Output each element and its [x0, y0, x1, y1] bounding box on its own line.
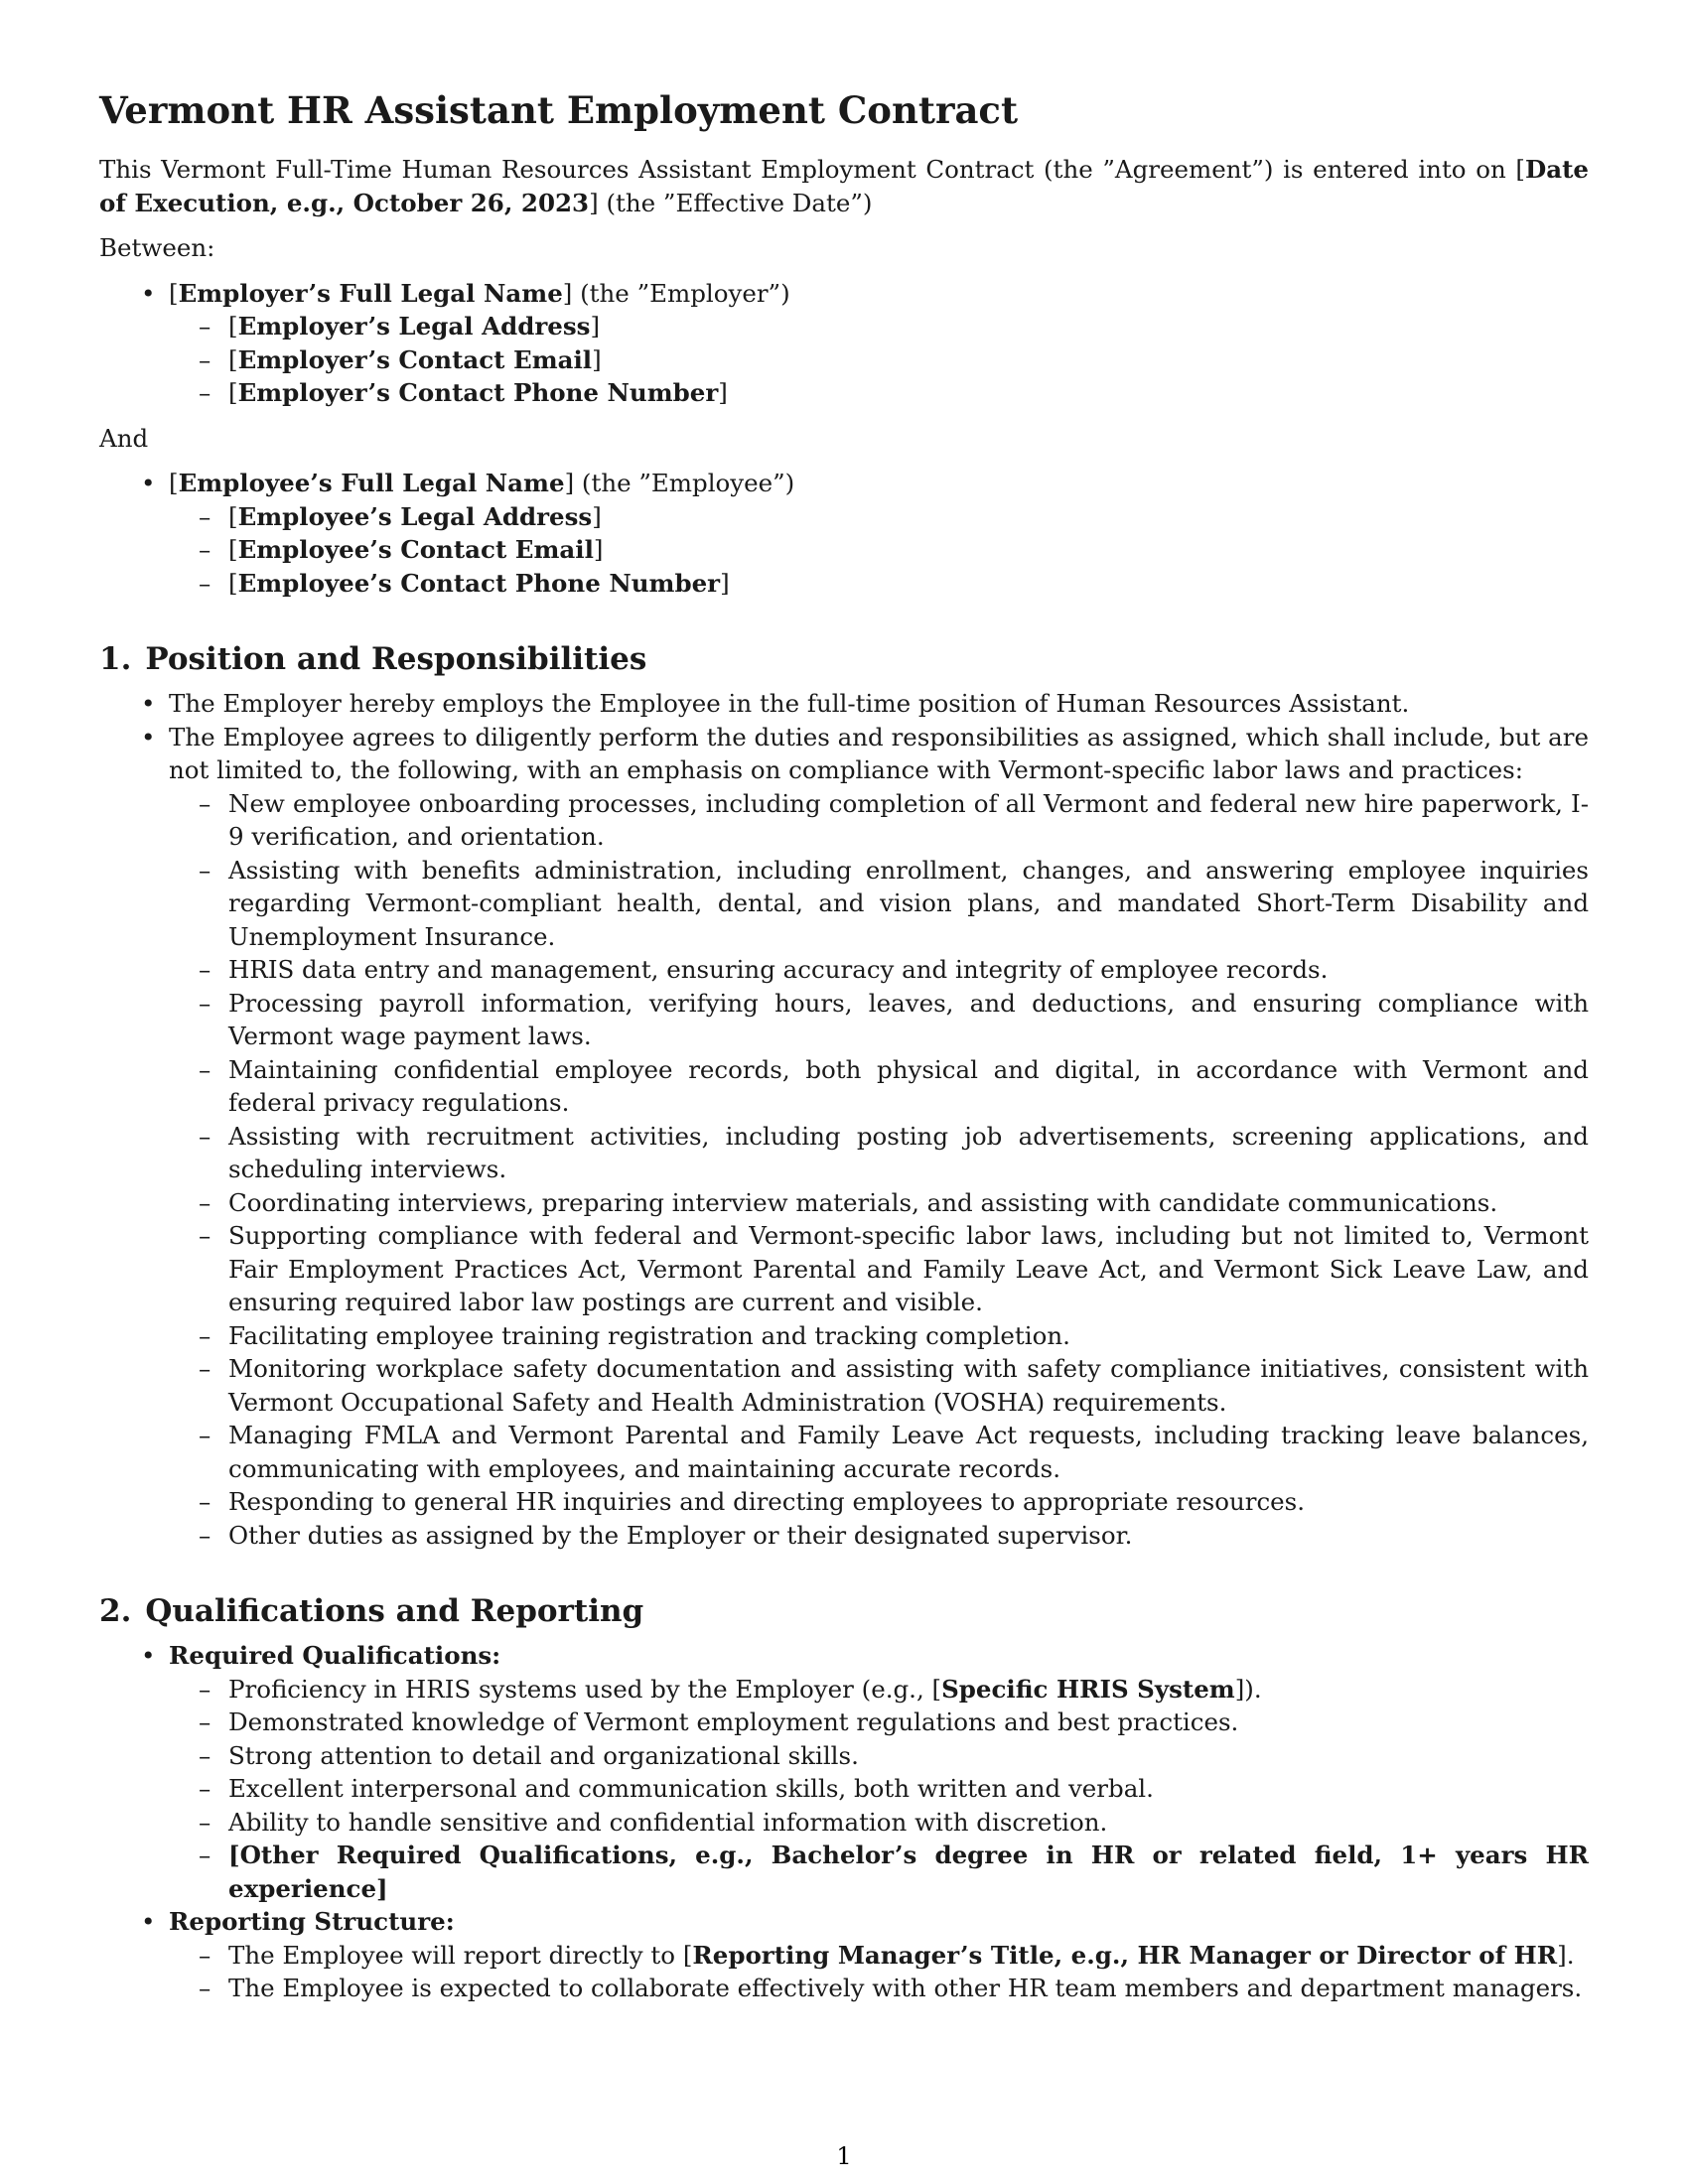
duty-item: – Other duties as assigned by the Employer or their designated supervisor.	[228, 1519, 1589, 1553]
reporting-list	[169, 1939, 1589, 2005]
required-qualifications	[169, 1639, 1589, 1905]
required-qualifications-label: Required Qualifications:	[169, 1641, 501, 1670]
employee-role: ] (the ”Employee”)	[564, 469, 795, 497]
document-title: Vermont HR Assistant Employment Contract	[99, 88, 1019, 132]
employee-list	[99, 467, 1589, 600]
other-qualifications-placeholder: Other Required Qualifications, e.g., Bachelor’s degree in HR or related field, 1+ years HR experience	[228, 1841, 1589, 1903]
employer-address: Employer’s Legal Address	[237, 312, 591, 341]
qualification-item-hris	[228, 1673, 1589, 1706]
employee-name: Employee’s Full Legal Name	[178, 469, 565, 497]
qualification-item: – Strong attention to detail and organizational skills.	[228, 1739, 1589, 1773]
section-1-bullet-1: • The Employer hereby employs the Employee in the full-time position of Human Resources Assistant.	[169, 687, 1589, 721]
duty-item: – Monitoring workplace safety documentation and assisting with safety compliance initiatives, consistent with Vermont Occupational Safety and Health Administration (VOSHA) requirements.	[228, 1352, 1589, 1419]
duty-item: – Supporting compliance with federal and Vermont-specific labor laws, including but not limited to, Vermont Fair Employment Practices Act, Vermont Parental and Family Leave Act, and Vermont Sick Leave Law, and ensuring required labor law postings are current and visible.	[228, 1219, 1589, 1319]
section-2-heading	[99, 1591, 1589, 1631]
duty-item: – Processing payroll information, verifying hours, leaves, and deductions, and ensuring compliance with Vermont wage payment laws.	[228, 987, 1589, 1053]
employee-address: Employee’s Legal Address	[237, 501, 593, 531]
reporting-item	[228, 1939, 1589, 1973]
duty-item: – New employee onboarding processes, including completion of all Vermont and federal new hire paperwork, I-9 verification, and orientation.	[228, 787, 1589, 854]
employer-item: • [Employer’s Full Legal Name] (the ”Employer”) – [Employer’s Legal Address] – [Employer’s Contact Email] – [Employer’s Contact Phone Number]	[169, 277, 1589, 410]
duty-item: – Managing FMLA and Vermont Parental and Family Leave Act requests, including tracking leave balances, communicating with employees, and maintaining accurate records.	[228, 1419, 1589, 1485]
employee-email-item: – [Employee’s Contact Email]	[228, 533, 1589, 567]
duty-item: – Coordinating interviews, preparing interview materials, and assisting with candidate communications.	[228, 1186, 1589, 1220]
section-2-title: Qualifications and Reporting	[145, 1593, 644, 1629]
duty-item: – Facilitating employee training registration and tracking completion.	[228, 1319, 1589, 1353]
section-1-bullet-2-text: The Employee agrees to diligently perform the duties and responsibilities as assigned, which shall include, but are not limited to, the following, with an emphasis on compliance with Vermont-specific labor laws and practices:	[169, 722, 1589, 784]
employer-phone: Employer’s Contact Phone Number	[237, 378, 719, 407]
collaboration-item: – The Employee is expected to collaborate effectively with other HR team members and department managers.	[228, 1972, 1589, 2005]
duty-item: – Assisting with benefits administration, including enrollment, changes, and answering employee inquiries regarding Vermont-compliant health, dental, and vision plans, and mandated Short-Term Disability and Unemployment Insurance.	[228, 854, 1589, 954]
qualification-item: – Excellent interpersonal and communication skills, both written and verbal.	[228, 1772, 1589, 1806]
hris-suffix: ]).	[1234, 1674, 1262, 1704]
reporting-structure-label: Reporting Structure:	[169, 1907, 455, 1936]
employer-address-item: – [Employer’s Legal Address]	[228, 310, 1589, 343]
section-1-bullet-2	[169, 721, 1589, 1553]
and-label: And	[99, 423, 149, 453]
employee-email: Employee’s Contact Email	[237, 535, 594, 564]
employer-details	[169, 310, 1589, 410]
employee-phone-item: – [Employee’s Contact Phone Number]	[228, 567, 1589, 601]
reporting-manager-placeholder: Reporting Manager’s Title, e.g., HR Manager or Director of HR	[692, 1940, 1558, 1970]
employer-email: Employer’s Contact Email	[237, 344, 593, 374]
employer-email-item: – [Employer’s Contact Email]	[228, 343, 1589, 377]
date-placeholder: Date of Execution, e.g., October 26, 2023	[99, 155, 1589, 217]
employer-phone-item: – [Employer’s Contact Phone Number]	[228, 376, 1589, 410]
hris-prefix: Proficiency in HRIS systems used by the Employer (e.g., [	[228, 1674, 942, 1704]
report-prefix: The Employee will report directly to [	[228, 1940, 693, 1970]
reporting-structure	[169, 1905, 1589, 2005]
intro-paragraph	[99, 153, 1589, 219]
section-1-heading	[99, 639, 1589, 679]
employee-details	[169, 500, 1589, 601]
page-number: 1	[836, 2142, 852, 2170]
employee-phone: Employee’s Contact Phone Number	[237, 568, 721, 598]
intro-suffix: ] (the ”Effective Date”)	[589, 188, 873, 217]
qualification-item-other: – [Other Required Qualifications, e.g., Bachelor’s degree in HR or related field, 1+ years HR experience]	[228, 1839, 1589, 1905]
hris-placeholder: Specific HRIS System	[941, 1674, 1235, 1704]
employee-item: • [Employee’s Full Legal Name] (the ”Employee”) – [Employee’s Legal Address] – [Employee’s Contact Email] – [Employee’s Contact Phone Number]	[169, 467, 1589, 600]
intro-prefix: This Vermont Full-Time Human Resources Assistant Employment Contract (the ”Agreement”) is entered into on [	[99, 155, 1525, 184]
section-2-number: 2.	[99, 1593, 132, 1629]
section-2-list	[99, 1639, 1589, 2005]
employer-role: ] (the ”Employer”)	[562, 278, 790, 308]
section-1-list	[99, 687, 1589, 1552]
duties-list	[169, 787, 1589, 1553]
report-suffix: ].	[1557, 1940, 1575, 1970]
section-1-title: Position and Responsibilities	[145, 641, 647, 677]
duty-item: – Assisting with recruitment activities, including posting job advertisements, screening applications, and scheduling interviews.	[228, 1120, 1589, 1186]
employer-name: Employer’s Full Legal Name	[178, 278, 563, 308]
duty-item: – HRIS data entry and management, ensuring accuracy and integrity of employee records.	[228, 953, 1589, 987]
qualification-item: – Demonstrated knowledge of Vermont employment regulations and best practices.	[228, 1706, 1589, 1739]
qualification-item: – Ability to handle sensitive and confidential information with discretion.	[228, 1806, 1589, 1840]
qualifications-list	[169, 1673, 1589, 1906]
document-page	[99, 87, 1589, 2017]
employee-address-item: – [Employee’s Legal Address]	[228, 500, 1589, 534]
section-1-number: 1.	[99, 641, 132, 677]
employer-list	[99, 277, 1589, 410]
duty-item: – Responding to general HR inquiries and directing employees to appropriate resources.	[228, 1485, 1589, 1519]
duty-item: – Maintaining confidential employee records, both physical and digital, in accordance with Vermont and federal privacy regulations.	[228, 1053, 1589, 1120]
between-label: Between:	[99, 233, 215, 262]
